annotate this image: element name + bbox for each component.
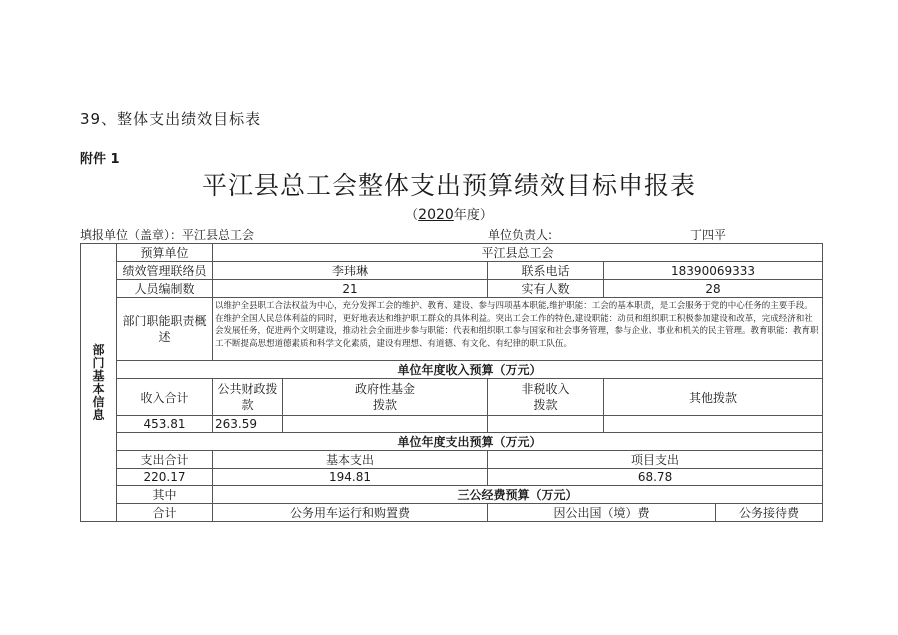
expense-project-label: 项目支出 xyxy=(488,451,823,469)
budget-unit-value: 平江县总工会 xyxy=(213,244,823,262)
table-row xyxy=(81,298,823,361)
year-open: （ xyxy=(405,208,419,223)
income-public-value: 263.59 xyxy=(213,416,283,433)
table-row xyxy=(81,433,823,451)
contact-value: 李玮琳 xyxy=(213,262,488,280)
table-row xyxy=(81,486,823,504)
phone-value: 18390069333 xyxy=(604,262,823,280)
expense-basic-label: 基本支出 xyxy=(213,451,488,469)
year-value: 2020 xyxy=(418,207,454,223)
income-other-value xyxy=(604,416,823,433)
three-car-label: 公务用车运行和购置费 xyxy=(213,504,488,522)
budget-unit-label: 预算单位 xyxy=(117,244,213,262)
three-abroad-label: 因公出国（境）费 xyxy=(488,504,716,522)
phone-label: 联系电话 xyxy=(488,262,604,280)
contact-label: 绩效管理联络员 xyxy=(117,262,213,280)
table-row xyxy=(81,280,823,298)
income-nontax-value xyxy=(488,416,604,433)
among-label: 其中 xyxy=(117,486,213,504)
three-total-label: 合计 xyxy=(117,504,213,522)
duties-label: 部门职能职责概述 xyxy=(117,298,213,361)
expense-header: 单位年度支出预算（万元） xyxy=(117,433,823,451)
performance-table xyxy=(80,243,823,522)
year-line xyxy=(0,204,898,223)
page-title: 平江县总工会整体支出预算绩效目标申报表 xyxy=(201,171,696,200)
expense-basic-value: 194.81 xyxy=(213,469,488,486)
income-fund-value xyxy=(283,416,488,433)
side-label: 部门基本信息 xyxy=(81,244,117,522)
table-row xyxy=(81,469,823,486)
income-fund-label: 政府性基金拨款 xyxy=(283,379,488,416)
fill-unit: 填报单位（盖章）：平江县总工会 xyxy=(80,228,255,242)
duties-text: 以维护全县职工合法权益为中心，充分发挥工会的维护、教育、建设、参与四项基本职能,维护职能：工会的基本职责，是工会服务于党的中心任务的主要手段。在维护全国人民总体利益的同时，更好地表达和维护职工群众的具体利益。突出工会工作的特色,建设职能：动员和组织职工积极参加建设和改革，完成经济和社会发展任务，促进两个文明建设，推动社会全面进步参与职能：代表和组织职工参与国家和社会事务管理，参与企业、事业和机关的民主管理。教育职能：教育职工不断提高思想道德素质和科学文化素质，建设有理想、有道德、有文化、有纪律的职工队伍。 xyxy=(213,298,823,361)
income-nontax-label: 非税收入拨款 xyxy=(488,379,604,416)
year-suffix: 年度） xyxy=(453,208,493,223)
three-public-header: 三公经费预算（万元） xyxy=(213,486,823,504)
expense-total-value: 220.17 xyxy=(117,469,213,486)
table-row xyxy=(81,504,823,522)
income-other-label: 其他拨款 xyxy=(604,379,823,416)
table-row xyxy=(81,244,823,262)
income-header: 单位年度收入预算（万元） xyxy=(117,361,823,379)
table-row xyxy=(81,416,823,433)
actual-staff-label: 实有人数 xyxy=(488,280,604,298)
table-row xyxy=(81,451,823,469)
responsible-label: 单位负责人: xyxy=(488,228,553,242)
section-heading: 39、整体支出绩效目标表 xyxy=(80,110,262,128)
income-public-label: 公共财政拨款 xyxy=(213,379,283,416)
attachment-label: 附件 1 xyxy=(80,152,120,167)
income-total-value: 453.81 xyxy=(117,416,213,433)
table-row xyxy=(81,379,823,416)
three-reception-label: 公务接待费 xyxy=(716,504,823,522)
actual-staff-value: 28 xyxy=(604,280,823,298)
responsible-value: 丁四平 xyxy=(690,228,727,242)
table-row xyxy=(81,262,823,280)
staff-label: 人员编制数 xyxy=(117,280,213,298)
income-total-label: 收入合计 xyxy=(117,379,213,416)
expense-project-value: 68.78 xyxy=(488,469,823,486)
expense-total-label: 支出合计 xyxy=(117,451,213,469)
staff-value: 21 xyxy=(213,280,488,298)
table-row xyxy=(81,361,823,379)
